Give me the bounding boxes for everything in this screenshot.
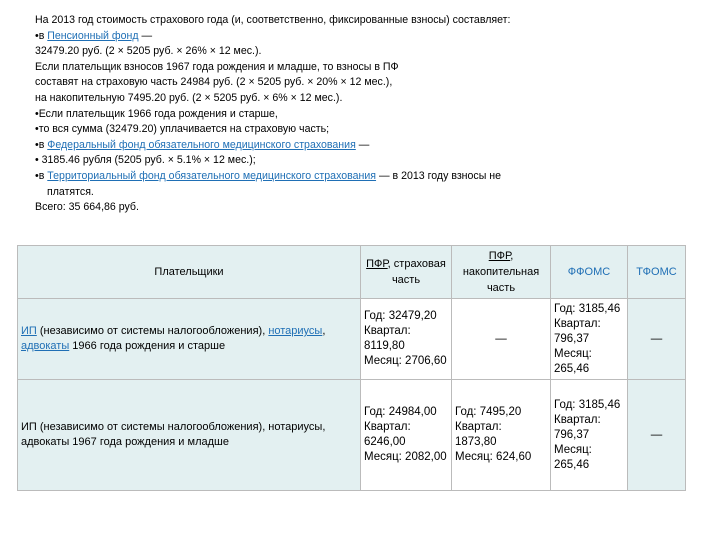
pfr-funded-cell: Год: 7495,20 Квартал: 1873,80 Месяц: 624,60 xyxy=(452,380,551,491)
table-header-row xyxy=(18,246,686,299)
header-pfr-insurance: ПФР, страховая часть xyxy=(361,246,452,299)
payer-cell: ИП (независимо от системы налогообложения), нотариусы, адвокаты 1967 года рождения и младше xyxy=(18,380,361,491)
tfoms-link[interactable]: Территориальный фонд обязательного медицинского страхования xyxy=(47,169,377,182)
header-pfr-funded: ПФР, накопительная часть xyxy=(452,246,551,299)
table-row xyxy=(18,380,686,491)
intro-line: • 3185.46 рубля (5205 руб. × 5.1% × 12 мес.); xyxy=(35,154,256,167)
pfr-link[interactable]: ПФР xyxy=(366,258,388,270)
contributions-table xyxy=(17,245,686,491)
intro-line: Если плательщик взносов 1967 года рождения и младше, то взносы в ПФ xyxy=(35,60,399,73)
payer-cell: ИП (независимо от системы налогообложения), нотариусы, адвокаты 1966 года рождения и старше xyxy=(18,299,361,380)
pfr-link[interactable]: ПФР xyxy=(488,250,511,262)
intro-line: •Если плательщик 1966 года рождения и старше, xyxy=(35,107,278,120)
intro-line: •в Территориальный фонд обязательного медицинского страхования — в 2013 году взносы не xyxy=(35,169,502,182)
header-ffoms: ФФОМС xyxy=(551,246,628,299)
notary-link[interactable]: нотариусы xyxy=(268,325,323,337)
lawyer-link[interactable]: адвокаты xyxy=(21,340,70,352)
intro-text xyxy=(35,13,675,216)
ffoms-cell: Год: 3185,46 Квартал: 796,37 Месяц: 265,46 xyxy=(551,299,628,380)
header-tfoms: ТФОМС xyxy=(628,246,686,299)
intro-total: Всего: 35 664,86 руб. xyxy=(35,201,139,214)
tfoms-cell: — xyxy=(628,299,686,380)
intro-line: составят на страховую часть 24984 руб. (2 × 5205 руб. × 20% × 12 мес.), xyxy=(35,76,393,89)
table-row xyxy=(18,299,686,380)
intro-line: На 2013 год стоимость страхового года (и, соответственно, фиксированные взносы) составляет: xyxy=(35,14,511,26)
ffoms-cell: Год: 3185,46 Квартал: 796,37 Месяц: 265,46 xyxy=(551,380,628,491)
pfr-funded-cell: — xyxy=(452,299,551,380)
pfr-insurance-cell: Год: 32479,20 Квартал: 8119,80 Месяц: 2706,60 xyxy=(361,299,452,380)
pension-fund-link[interactable]: Пенсионный фонд xyxy=(47,29,139,42)
intro-line: •то вся сумма (32479.20) уплачивается на страховую часть; xyxy=(35,123,330,136)
header-payers: Плательщики xyxy=(18,246,361,299)
intro-line: на накопительную 7495.20 руб. (2 × 5205 руб. × 6% × 12 мес.). xyxy=(35,91,343,104)
ip-link[interactable]: ИП xyxy=(21,325,37,337)
tfoms-cell: — xyxy=(628,380,686,491)
ffoms-link[interactable]: Федеральный фонд обязательного медицинского страхования xyxy=(47,138,356,151)
intro-line: •в Пенсионный фонд — xyxy=(35,29,153,42)
intro-line: •в Федеральный фонд обязательного медицинского страхования — xyxy=(35,138,370,151)
pfr-insurance-cell: Год: 24984,00 Квартал: 6246,00 Месяц: 2082,00 xyxy=(361,380,452,491)
intro-line: платятся. xyxy=(47,185,94,198)
intro-line: 32479.20 руб. (2 × 5205 руб. × 26% × 12 мес.). xyxy=(35,45,262,58)
